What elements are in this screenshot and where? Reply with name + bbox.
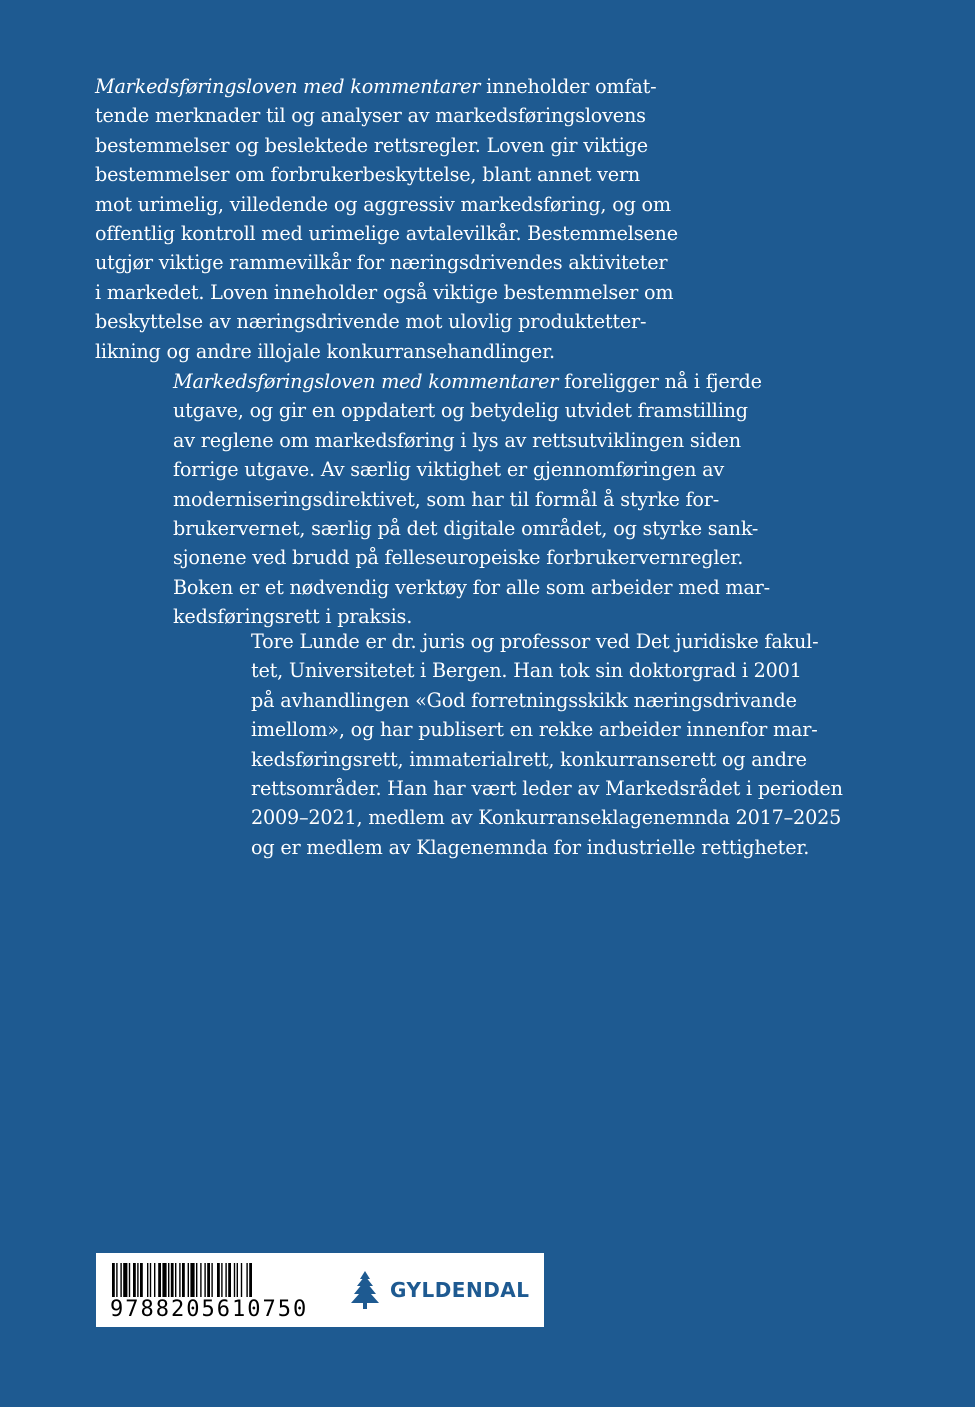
text-line: 2009–2021, medlem av Konkurranseklagenemnda 2017–2025 <box>251 806 842 830</box>
text-line: bestemmelser om forbrukerbeskyttelse, blant annet vern <box>95 163 641 187</box>
text-line: forrige utgave. Av særlig viktighet er gjennomføringen av <box>173 458 725 482</box>
text-line: moderniseringsdirektivet, som har til formål å styrke for- <box>173 487 720 511</box>
tree-icon <box>348 1270 382 1310</box>
text-line: sjonene ved brudd på felleseuropeiske forbrukervernregler. <box>173 546 744 570</box>
text-line: utgave, og gir en oppdatert og betydelig utvidet framstilling <box>173 399 748 423</box>
text-line: kedsføringsrett i praksis. <box>173 605 413 629</box>
text-line: i markedet. Loven inneholder også viktige bestemmelser om <box>95 280 674 304</box>
text-line: på avhandlingen «God forretningsskikk næringsdrivande <box>251 688 797 712</box>
text-line: og er medlem av Klagenemnda for industrielle rettigheter. <box>251 835 810 859</box>
publisher-name: GYLDENDAL <box>390 1278 530 1302</box>
text-line: imellom», og har publisert en rekke arbeider innenfor mar- <box>251 718 818 742</box>
text-line: tet, Universitetet i Bergen. Han tok sin doktorgrad i 2001 <box>251 659 802 683</box>
text-line: Markedsføringsloven med kommentarer foreligger nå i fjerde <box>173 370 762 393</box>
text-line: tende merknader til og analyser av markedsføringslovens <box>95 104 646 128</box>
text-line: Tore Lunde er dr. juris og professor ved Det juridiske fakul- <box>251 630 819 653</box>
book-title-italic: Markedsføringsloven med kommentarer <box>95 75 481 98</box>
description-paragraph-1 <box>95 72 678 366</box>
text-line: offentlig kontroll med urimelige avtalevilkår. Bestemmelsene <box>95 222 678 246</box>
author-bio-paragraph <box>251 627 843 862</box>
text-line: beskyttelse av næringsdrivende mot ulovlig produktetter- <box>95 310 647 334</box>
text-line: bestemmelser og beslektede rettsregler. Loven gir viktige <box>95 133 648 157</box>
text-line: rettsområder. Han har vært leder av Markedsrådet i perioden <box>251 777 843 801</box>
book-title-italic: Markedsføringsloven med kommentarer <box>173 370 559 393</box>
text-line: likning og andre illojale konkurransehandlinger. <box>95 339 555 363</box>
text-line: Markedsføringsloven med kommentarer inneholder omfat- <box>95 75 657 98</box>
text-line: Boken er et nødvendig verktøy for alle som arbeider med mar- <box>173 575 770 599</box>
text-line: brukervernet, særlig på det digitale området, og styrke sank- <box>173 517 759 541</box>
description-paragraph-2 <box>173 367 770 632</box>
text-line: utgjør viktige rammevilkår for næringsdrivendes aktiviteter <box>95 251 668 275</box>
text-line: mot urimelig, villedende og aggressiv markedsføring, og om <box>95 192 671 216</box>
text-line: av reglene om markedsføring i lys av rettsutviklingen siden <box>173 428 741 452</box>
publisher-logo <box>348 1270 530 1310</box>
barcode-panel <box>96 1253 544 1327</box>
isbn-digits: 9788205610750 <box>110 1297 309 1322</box>
text-line: kedsføringsrett, immaterialrett, konkurranserett og andre <box>251 747 807 771</box>
